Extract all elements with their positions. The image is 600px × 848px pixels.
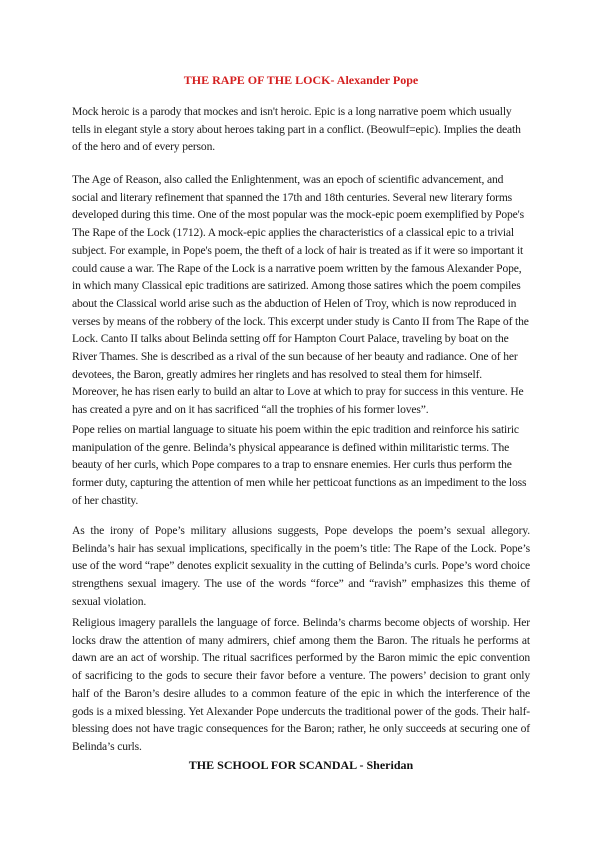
paragraph-mock-heroic-definition: Mock heroic is a parody that mockes and isn't heroic. Epic is a long narrative poem which usually tells in elegant style a story about heroes taking part in a conflict. (Beowulf=epic). Implies the death of the hero and of every person. [72, 105, 521, 154]
paragraph-age-of-reason: The Age of Reason, also called the Enlightenment, was an epoch of scientific advancement, and social and literary refinement that spanned the 17th and 18th centuries. Several new literary forms developed during this time. One of the most popular was the mock-epic poem exemplified by Pope's The Rape of the Lock (1712). A mock-epic applies the characteristics of a classical epic to a trivial subject. For example, in Pope's poem, the theft of a lock of hair is treated as if it were so important it could cause a war. The Rape of the Lock is a narrative poem written by the famous Alexander Pope, in which many Classical epic traditions are satirized. Among those satires which the poem compiles about the Classical world arise such as the abduction of Helen of Troy, which is now reproduced in verses by means of the robbery of the lock. This excerpt under study is Canto II from The Rape of the Lock. Canto II talks about Belinda setting off for Hampton Court Palace, traveling by boat on the River Thames. She is described as a rival of the sun because of her beauty and radiance. One of her devotees, the Baron, greatly admires her ringlets and has resolved to steal them for himself. Moreover, he has risen early to build an altar to Love at which to pray for success in this venture. He has created a pyre and on it has sacrificed “all the trophies of his former loves”. [72, 173, 529, 417]
paragraph-martial-language: Pope relies on martial language to situate his poem within the epic tradition and reinforce his satiric manipulation of the genre. Belinda’s physical appearance is defined within militaristic terms. The beauty of her curls, which Pope compares to a trap to ensnare enemies. Her curls thus perform the former duty, capturing the attention of men while her petticoat functions as an impediment to the loss of her chastity. [72, 423, 527, 507]
paragraph-religious-imagery: Religious imagery parallels the language of force. Belinda’s charms become objects of worship. Her locks draw the attention of many admirers, chief among them the Baron. The rituals he performs at dawn are an act of worship. The ritual sacrifices performed by the Baron mimic the epic convention of sacrificing to the gods to secure their favor before a venture. The powers’ decision to grant only half of the Baron’s desire alludes to a common feature of the epic in which the interference of the gods is a mixed blessing. Yet Alexander Pope undercuts the traditional power of the gods. Their half-blessing does not have tragic consequences for the Baron; rather, he only succeeds at securing one of Belinda’s curls. [72, 616, 530, 753]
paragraph-sexual-allegory: As the irony of Pope’s military allusions suggests, Pope develops the poem’s sexual allegory. Belinda’s hair has sexual implications, specifically in the poem’s title: The Rape of the Lock. Pope’s use of the word “rape” denotes explicit sexuality in the cutting of Belinda’s curls. Pope’s word choice strengthens sexual imagery. The use of the words “force” and “ravish” emphasizes this theme of sexual violation. [72, 524, 530, 608]
document-title: THE RAPE OF THE LOCK- Alexander Pope [183, 73, 419, 87]
section-heading: THE SCHOOL FOR SCANDAL - Sheridan [188, 758, 414, 772]
